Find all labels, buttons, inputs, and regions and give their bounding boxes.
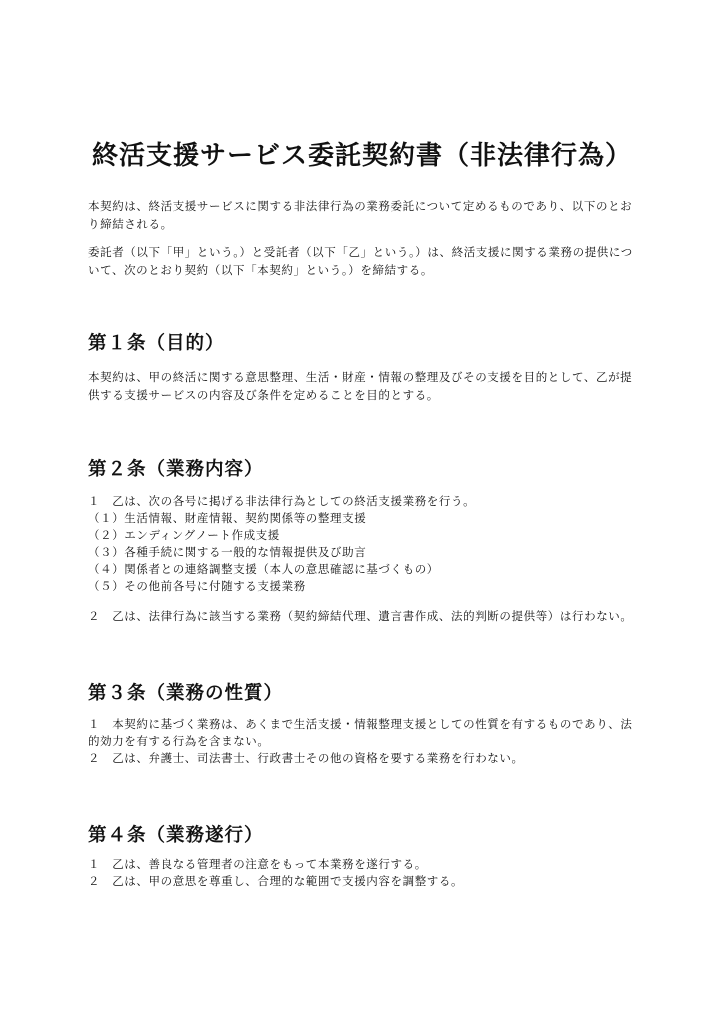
article-3-item-2: ２ 乙は、弁護士、司法書士、行政書士その他の資格を要する業務を行わない。	[88, 751, 524, 765]
article-3-item-1: １ 本契約に基づく業務は、あくまで生活支援・情報整理支援としての性質を有するものであり、法的効力を有する行為を含まない。	[88, 717, 633, 748]
article-2-heading: 第２条（業務内容）	[88, 459, 264, 480]
article-2-subitem-2: （２）エンディングノート作成支援	[88, 528, 280, 542]
article-2-items	[88, 493, 644, 595]
intro-paragraph-2: 委託者（以下「甲」という。）と受託者（以下「乙」という。）は、終活支援に関する業務の提供について、次のとおり契約（以下「本契約」という。）を締結する。	[88, 245, 633, 277]
intro-paragraph-1: 本契約は、終活支援サービスに関する非法律行為の業務委託について定めるものであり、以下のとおり締結される。	[88, 199, 633, 231]
article-2-subitem-1: （１）生活情報、財産情報、契約関係等の整理支援	[88, 511, 367, 525]
article-2-subitem-4: （４）関係者との連絡調整支援（本人の意思確認に基づくもの）	[88, 562, 439, 576]
article-2-subitem-3: （３）各種手続に関する一般的な情報提供及び助言	[88, 545, 367, 559]
document-title: 終活支援サービス委託契約書（非法律行為）	[91, 141, 632, 172]
article-4-heading: 第４条（業務遂行）	[88, 825, 264, 846]
article-4-items	[88, 856, 644, 890]
article-4-item-2: ２ 乙は、甲の意思を尊重し、合理的な範囲で支援内容を調整する。	[88, 874, 464, 888]
article-2-item-1: １ 乙は、次の各号に掲げる非法律行為としての終活支援業務を行う。	[88, 494, 476, 508]
article-1-heading: 第１条（目的）	[88, 333, 225, 354]
article-2-subitem-5: （５）その他前各号に付随する支援業務	[88, 579, 306, 593]
article-1-body: 本契約は、甲の終活に関する意思整理、生活・財産・情報の整理及びその支援を目的として、乙が提供する支援サービスの内容及び条件を定めることを目的とする。	[88, 370, 633, 402]
article-3-items	[88, 716, 644, 767]
article-2-item-2: ２ 乙は、法律行為に該当する業務（契約締結代理、遺言書作成、法的判断の提供等）は行わない。	[88, 609, 633, 623]
article-3-heading: 第３条（業務の性質）	[88, 683, 284, 704]
article-4-item-1: １ 乙は、善良なる管理者の注意をもって本業務を遂行する。	[88, 857, 427, 871]
